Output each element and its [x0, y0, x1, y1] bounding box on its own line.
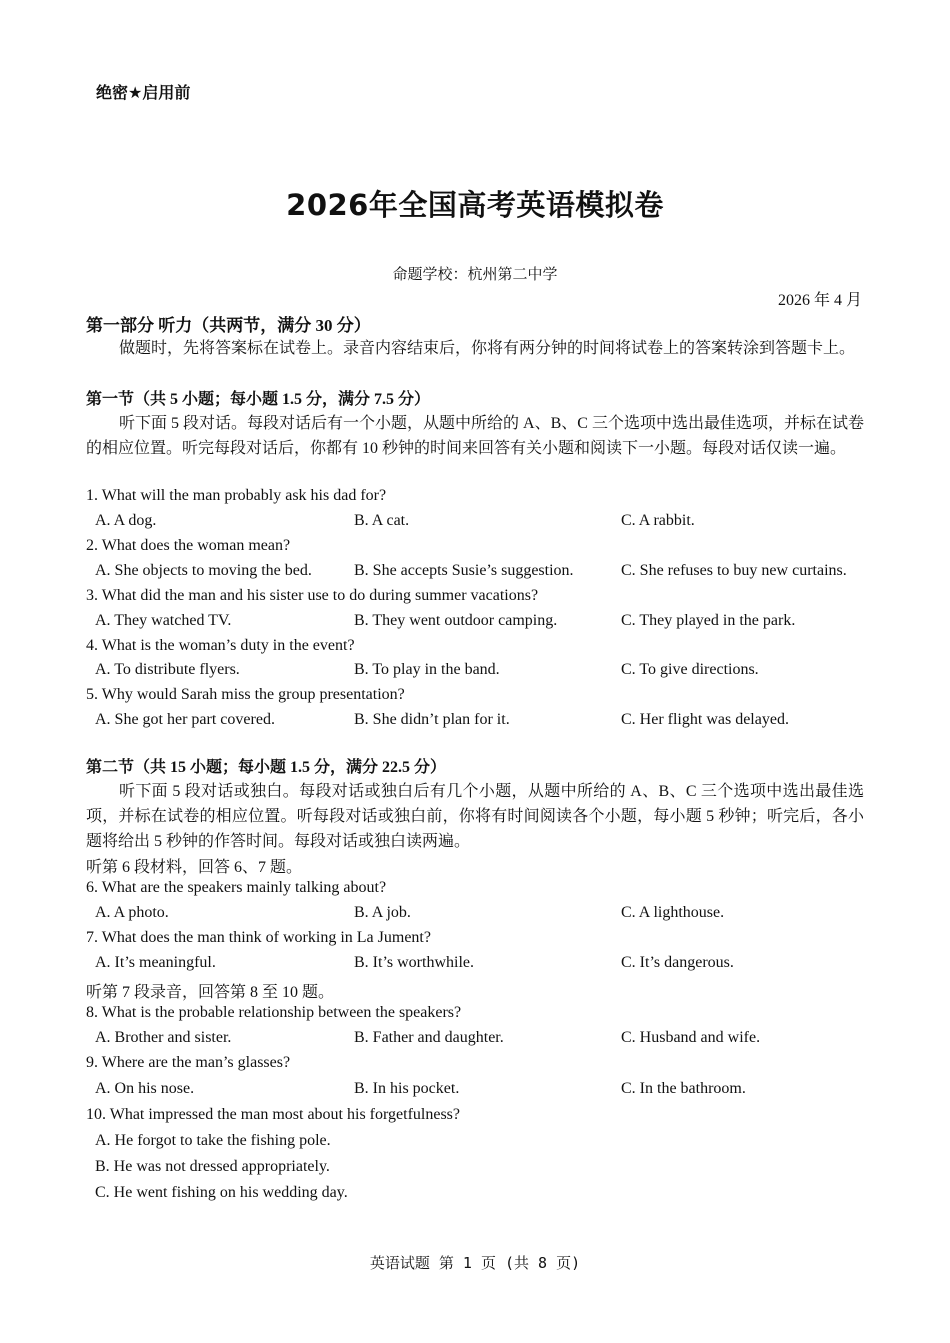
- question-2: 2. What does the woman mean?: [86, 537, 291, 554]
- part1-intro: 做题时，先将答案标在试卷上。录音内容结束后，你将有两分钟的时间将试卷上的答案转涂到答题卡上。: [119, 340, 856, 357]
- q9-option-b: B. In his pocket.: [354, 1080, 460, 1097]
- part1-heading: 第一部分 听力（共两节，满分 30 分）: [86, 316, 371, 335]
- section2-heading: 第二节（共 15 小题；每小题 1.5 分，满分 22.5 分）: [86, 759, 447, 776]
- q2-option-c: C. She refuses to buy new curtains.: [621, 562, 847, 579]
- question-9: 9. Where are the man’s glasses?: [86, 1054, 291, 1071]
- section1-heading: 第一节（共 5 小题；每小题 1.5 分，满分 7.5 分）: [86, 391, 431, 408]
- q7-option-a: A. It’s meaningful.: [95, 954, 216, 971]
- question-1: 1. What will the man probably ask his dad for?: [86, 487, 387, 504]
- q5-option-a: A. She got her part covered.: [95, 711, 275, 728]
- question-8: 8. What is the probable relationship between the speakers?: [86, 1004, 462, 1021]
- q10-option-a: A. He forgot to take the fishing pole.: [95, 1132, 331, 1149]
- q2-option-a: A. She objects to moving the bed.: [95, 562, 312, 579]
- question-5: 5. Why would Sarah miss the group presentation?: [86, 686, 405, 703]
- exam-date: 2026 年 4 月: [777, 292, 862, 309]
- material-7-note: 听第 7 段录音，回答第 8 至 10 题。: [86, 984, 335, 1001]
- q4-option-b: B. To play in the band.: [354, 661, 500, 678]
- q3-option-c: C. They played in the park.: [621, 612, 796, 629]
- page-title: 2026年全国高考英语模拟卷: [286, 188, 664, 222]
- q8-option-b: B. Father and daughter.: [354, 1029, 504, 1046]
- question-6: 6. What are the speakers mainly talking about?: [86, 879, 387, 896]
- section1-instructions: 听下面 5 段对话。每段对话后有一个小题，从题中所给的 A、B、C 三个选项中选出最佳选项，并标在试卷的相应位置。听完每段对话后，你都有 10 秒钟的时间来回答有关小题和阅读下一小题。每段对话仅读一遍。: [86, 415, 864, 457]
- confidential-mark: 绝密★启用前: [96, 83, 191, 102]
- q4-option-a: A. To distribute flyers.: [95, 661, 240, 678]
- q4-option-c: C. To give directions.: [621, 661, 759, 678]
- question-4: 4. What is the woman’s duty in the event?: [86, 637, 355, 654]
- q6-option-a: A. A photo.: [95, 904, 169, 921]
- question-10: 10. What impressed the man most about his forgetfulness?: [86, 1106, 461, 1123]
- q1-option-c: C. A rabbit.: [621, 512, 695, 529]
- q8-option-c: C. Husband and wife.: [621, 1029, 761, 1046]
- q2-option-b: B. She accepts Susie’s suggestion.: [354, 562, 574, 579]
- q6-option-b: B. A job.: [354, 904, 411, 921]
- q1-option-b: B. A cat.: [354, 512, 410, 529]
- q1-option-a: A. A dog.: [95, 512, 157, 529]
- q10-option-b: B. He was not dressed appropriately.: [95, 1158, 330, 1175]
- q8-option-a: A. Brother and sister.: [95, 1029, 232, 1046]
- question-7: 7. What does the man think of working in La Jument?: [86, 929, 431, 946]
- q7-option-b: B. It’s worthwhile.: [354, 954, 474, 971]
- page-footer: 英语试题 第 1 页 (共 8 页): [369, 1254, 581, 1272]
- q10-option-c: C. He went fishing on his wedding day.: [95, 1184, 348, 1201]
- material-6-note: 听第 6 段材料，回答 6、7 题。: [86, 859, 303, 876]
- q9-option-c: C. In the bathroom.: [621, 1080, 746, 1097]
- q3-option-a: A. They watched TV.: [95, 612, 232, 629]
- q5-option-b: B. She didn’t plan for it.: [354, 711, 510, 728]
- section2-instructions: 听下面 5 段对话或独白。每段对话或独白后有几个小题，从题中所给的 A、B、C 三个选项中选出最佳选项，并标在试卷的相应位置。听每段对话或独白前，你将有时间阅读各个小题，每小题 5 秒钟；听完后，各小题将给出 5 秒钟的作答时间。每段对话或独白读两遍。: [86, 783, 864, 850]
- q3-option-b: B. They went outdoor camping.: [354, 612, 558, 629]
- q5-option-c: C. Her flight was delayed.: [621, 711, 789, 728]
- school-line: 命题学校：杭州第二中学: [392, 265, 558, 283]
- q9-option-a: A. On his nose.: [95, 1080, 195, 1097]
- q7-option-c: C. It’s dangerous.: [621, 954, 734, 971]
- question-3: 3. What did the man and his sister use to do during summer vacations?: [86, 587, 539, 604]
- q6-option-c: C. A lighthouse.: [621, 904, 725, 921]
